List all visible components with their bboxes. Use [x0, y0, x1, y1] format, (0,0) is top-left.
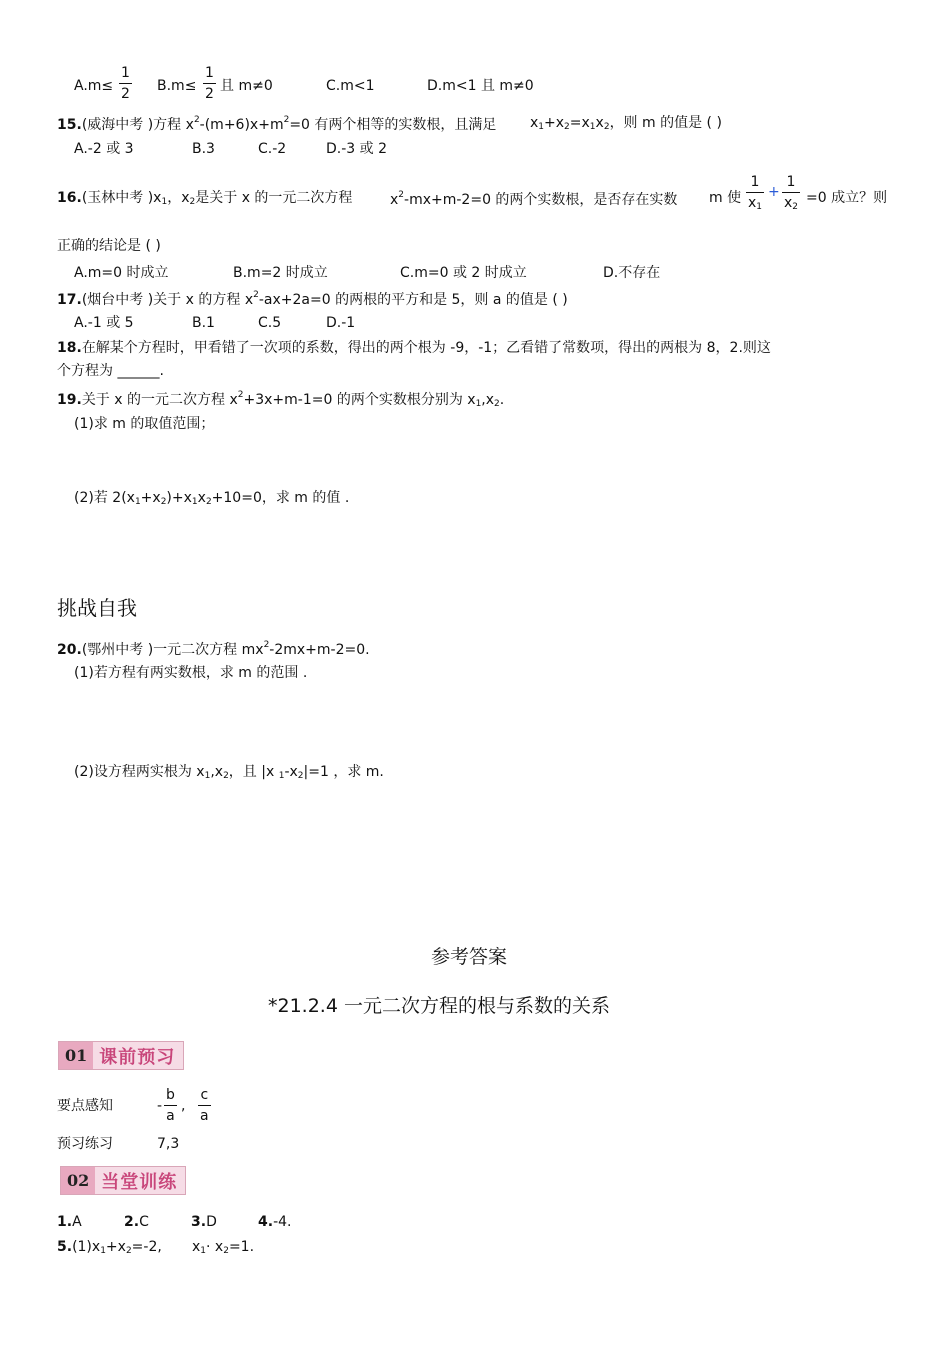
question-16-m-use: m 使: [709, 190, 742, 206]
question-15-condition: $x_1+x_2=x_1x_2$，则 m 的值是 ( ): [530, 115, 722, 132]
option-b: B.1: [192, 315, 215, 331]
question-16-tail: =0 成立？则: [806, 190, 888, 206]
option-a: A.m≤: [74, 78, 114, 94]
section-title: *21.2.4 一元二次方程的根与系数的关系: [268, 995, 610, 1017]
option-a: A.m=0 时成立: [74, 265, 169, 281]
section-heading-challenge: 挑战自我: [57, 596, 137, 620]
answer-2: 2.C: [124, 1214, 149, 1230]
fraction-one-half: 1 2: [121, 65, 130, 102]
option-d: D.-3 或 2: [326, 141, 387, 157]
option-d: D.不存在: [603, 265, 661, 281]
option-c: C.-2: [258, 141, 287, 157]
answer-5-product: $x_1\cdot x_2=1$.: [192, 1239, 255, 1256]
option-c: C.5: [258, 315, 282, 331]
option-b-suffix: 且 m≠0: [220, 78, 273, 94]
option-b: B.m≤: [157, 78, 197, 94]
badge-class-training: 02 当堂训练: [60, 1166, 186, 1195]
option-c: C.m<1: [326, 78, 375, 94]
fraction-one-half: 1 2: [205, 65, 214, 102]
question-20-part2: (2)设方程两实根为 $x_1,x_2$，且 |x $_1-x_2|=1$ ，求 m.: [74, 764, 384, 781]
answer-5: $5.(1)x_1+x_2=-2$,: [57, 1239, 162, 1256]
plus-sign: +: [768, 184, 780, 200]
option-c: C.m=0 或 2 时成立: [400, 265, 527, 281]
question-16-line2: 正确的结论是 ( ): [57, 238, 161, 254]
question-15: 15.(威海中考 )方程 $x^2-(m+6)x+m^2=0$ 有两个相等的实数根，且满足: [57, 115, 497, 133]
practice-label: 预习练习: [57, 1136, 113, 1152]
answer-3: 3.D: [191, 1214, 217, 1230]
option-a: A.-2 或 3: [74, 141, 134, 157]
question-16-equation: $x^2-mx+m-2=0$ 的两个实数根，是否存在实数: [390, 190, 678, 208]
practice-value: 7,3: [157, 1136, 180, 1152]
minus-sign: -: [157, 1098, 163, 1114]
question-18: 18.在解某个方程时，甲看错了一次项的系数，得出的两个根为 -9，-1；乙看错了常数项，得出的两根为 8，2.则这: [57, 340, 771, 356]
question-19-part2: (2)若 $2(x_1+x_2)+x_1x_2+10=0$，求 m 的值 .: [74, 490, 350, 507]
answers-title: 参考答案: [431, 946, 508, 968]
question-17: 17.(烟台中考 )关于 x 的方程 $x^2-ax+2a=0$ 的两根的平方和是 5，则 a 的值是 ( ): [57, 290, 568, 308]
fraction-b-over-a: b a: [166, 1087, 175, 1124]
option-d: D.m<1 且 m≠0: [427, 78, 534, 94]
question-20: 20.(鄂州中考 )一元二次方程 $mx^2-2mx+m-2=0$.: [57, 640, 370, 658]
fraction-one-over-x2: 1 $x_2$: [784, 174, 799, 212]
option-a: A.-1 或 5: [74, 315, 134, 331]
badge-preview: 01 课前预习: [58, 1041, 184, 1070]
option-d: D.-1: [326, 315, 356, 331]
fraction-one-over-x1: 1 $x_1$: [748, 174, 763, 212]
option-b: B.3: [192, 141, 215, 157]
key-points-label: 要点感知: [57, 1098, 113, 1114]
question-18-line2: 个方程为 ______.: [57, 363, 164, 379]
option-b: B.m=2 时成立: [233, 265, 328, 281]
question-19-part1: (1)求 m 的取值范围；: [74, 416, 215, 432]
question-20-part1: (1)若方程有两实数根，求 m 的范围 .: [74, 665, 308, 681]
question-16: 16.(玉林中考 )$x_1$，$x_2$是关于 x 的一元二次方程: [57, 190, 353, 207]
answer-1: 1.A: [57, 1214, 82, 1230]
answer-4: 4.-4.: [258, 1214, 292, 1230]
comma: ,: [181, 1098, 186, 1114]
question-19: 19.关于 x 的一元二次方程 $x^2+3x+m-1=0$ 的两个实数根分别为 $x_1,x_2$.: [57, 390, 505, 409]
fraction-c-over-a: c a: [200, 1087, 209, 1124]
